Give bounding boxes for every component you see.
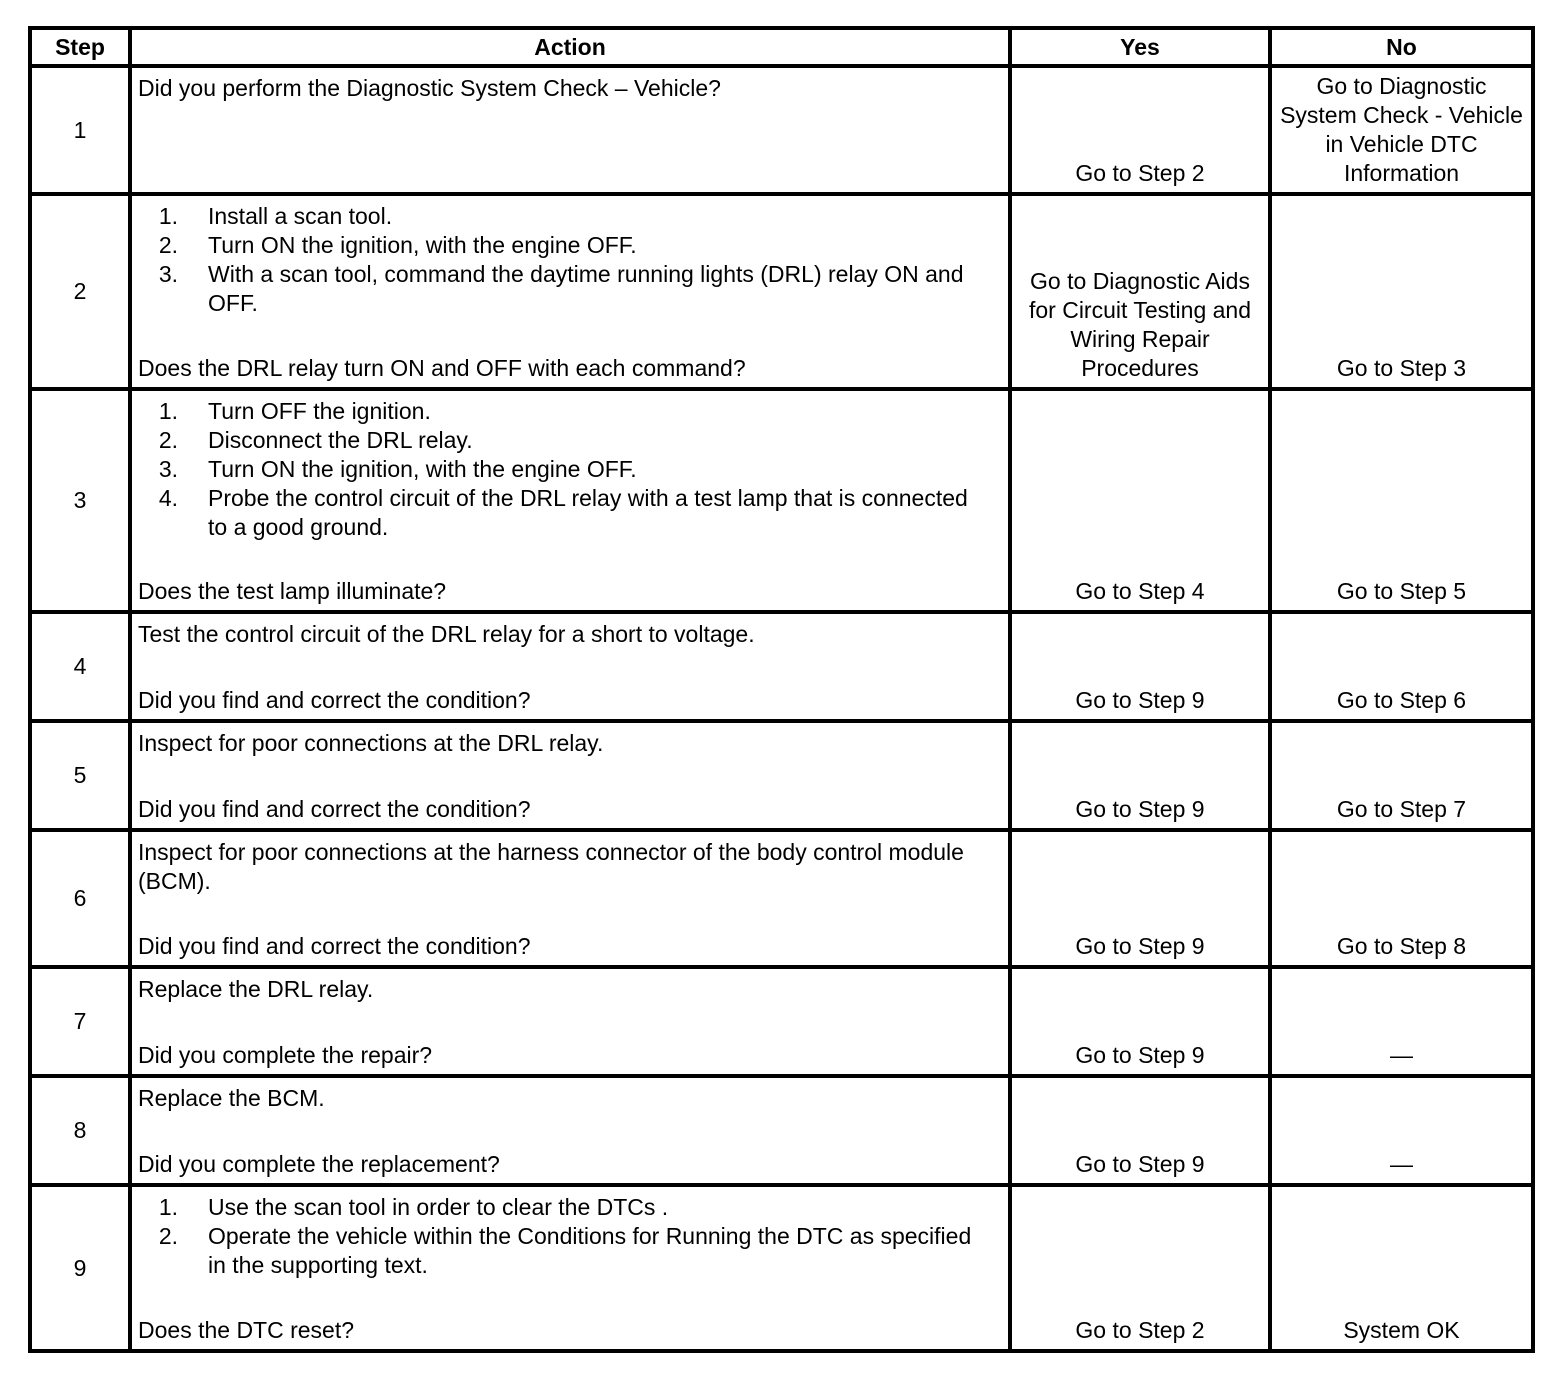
procedure-item-number: 1. <box>158 203 178 229</box>
action-question: Did you complete the replacement? <box>138 1151 500 1177</box>
procedure-item-text: With a scan tool, command the daytime running lights (DRL) relay ON and OFF. <box>208 261 964 316</box>
action-cell <box>130 389 1010 612</box>
action-question: Did you find and correct the condition? <box>138 796 531 822</box>
yes-result: Go to Step 9 <box>1010 1076 1270 1185</box>
action-cell <box>130 967 1010 1076</box>
action-question: Did you find and correct the condition? <box>138 687 531 713</box>
action-question: Does the DRL relay turn ON and OFF with each command? <box>138 355 746 381</box>
procedure-item <box>138 1193 1002 1222</box>
action-text: Inspect for poor connections at the DRL relay. <box>138 730 604 756</box>
yes-result: Go to Step 9 <box>1010 612 1270 721</box>
procedure-item-text: Disconnect the DRL relay. <box>208 427 473 453</box>
step-number: 3 <box>30 389 130 612</box>
step-number: 9 <box>30 1185 130 1351</box>
no-result: Go to Diagnostic System Check - Vehicle in Vehicle DTC Information <box>1270 66 1533 194</box>
action-cell <box>130 612 1010 721</box>
no-result: — <box>1270 1076 1533 1185</box>
procedure-item-text: Use the scan tool in order to clear the DTCs . <box>208 1194 669 1220</box>
no-result: Go to Step 8 <box>1270 830 1533 967</box>
action-text: Replace the DRL relay. <box>138 976 374 1002</box>
action-cell <box>130 66 1010 194</box>
step-number: 5 <box>30 721 130 830</box>
no-result: Go to Step 7 <box>1270 721 1533 830</box>
action-text: Test the control circuit of the DRL relay for a short to voltage. <box>138 621 755 647</box>
procedure-item-number: 2. <box>158 1223 178 1249</box>
table-row <box>30 612 1533 721</box>
no-result: Go to Step 3 <box>1270 194 1533 389</box>
header-step: Step <box>30 28 130 66</box>
header-yes: Yes <box>1010 28 1270 66</box>
procedure-item-number: 3. <box>158 456 178 482</box>
action-cell <box>130 1185 1010 1351</box>
procedure-item <box>138 1222 1002 1280</box>
procedure-item-number: 1. <box>158 398 178 424</box>
header-row <box>30 28 1533 66</box>
header-action: Action <box>130 28 1010 66</box>
procedure-item-number: 2. <box>158 427 178 453</box>
yes-result: Go to Step 4 <box>1010 389 1270 612</box>
action-question: Did you complete the repair? <box>138 1042 433 1068</box>
procedure-item-number: 2. <box>158 232 178 258</box>
diagnostic-table <box>28 26 1535 1353</box>
procedure-list <box>138 202 1002 318</box>
action-text: Replace the BCM. <box>138 1085 325 1111</box>
table-row <box>30 1185 1533 1351</box>
procedure-item <box>138 202 1002 231</box>
step-number: 4 <box>30 612 130 721</box>
step-number: 8 <box>30 1076 130 1185</box>
action-text: Did you perform the Diagnostic System Check – Vehicle? <box>138 75 721 101</box>
procedure-item-text: Operate the vehicle within the Conditions for Running the DTC as specified in the supporting text. <box>208 1223 972 1278</box>
action-text: Inspect for poor connections at the harness connector of the body control module (BCM). <box>138 839 964 894</box>
step-number: 7 <box>30 967 130 1076</box>
no-result: Go to Step 6 <box>1270 612 1533 721</box>
no-result: — <box>1270 967 1533 1076</box>
action-question: Does the test lamp illuminate? <box>138 578 447 604</box>
action-question: Did you find and correct the condition? <box>138 933 531 959</box>
procedure-item-text: Turn ON the ignition, with the engine OFF. <box>208 456 637 482</box>
procedure-list <box>138 1193 1002 1280</box>
action-cell <box>130 1076 1010 1185</box>
yes-result: Go to Step 9 <box>1010 830 1270 967</box>
action-question: Does the DTC reset? <box>138 1317 355 1343</box>
yes-result: Go to Step 2 <box>1010 1185 1270 1351</box>
action-cell <box>130 830 1010 967</box>
procedure-item <box>138 484 1002 542</box>
no-result: System OK <box>1270 1185 1533 1351</box>
procedure-item-number: 3. <box>158 261 178 287</box>
step-number: 1 <box>30 66 130 194</box>
table-row <box>30 389 1533 612</box>
procedure-item <box>138 231 1002 260</box>
yes-result: Go to Step 2 <box>1010 66 1270 194</box>
procedure-item <box>138 426 1002 455</box>
no-result: Go to Step 5 <box>1270 389 1533 612</box>
table-row <box>30 721 1533 830</box>
yes-result: Go to Step 9 <box>1010 967 1270 1076</box>
table-row <box>30 967 1533 1076</box>
table-row <box>30 1076 1533 1185</box>
yes-result: Go to Step 9 <box>1010 721 1270 830</box>
procedure-item <box>138 455 1002 484</box>
table-row <box>30 194 1533 389</box>
procedure-item-number: 4. <box>158 485 178 511</box>
procedure-item <box>138 260 1002 318</box>
procedure-item-text: Turn OFF the ignition. <box>208 398 431 424</box>
action-cell <box>130 721 1010 830</box>
procedure-item <box>138 397 1002 426</box>
action-cell <box>130 194 1010 389</box>
table-row <box>30 830 1533 967</box>
procedure-item-text: Probe the control circuit of the DRL relay with a test lamp that is connected to a good ground. <box>208 485 968 540</box>
table-row <box>30 66 1533 194</box>
procedure-item-number: 1. <box>158 1194 178 1220</box>
procedure-item-text: Turn ON the ignition, with the engine OFF. <box>208 232 637 258</box>
step-number: 2 <box>30 194 130 389</box>
procedure-list <box>138 397 1002 542</box>
header-no: No <box>1270 28 1533 66</box>
yes-result: Go to Diagnostic Aids for Circuit Testing and Wiring Repair Procedures <box>1010 194 1270 389</box>
step-number: 6 <box>30 830 130 967</box>
procedure-item-text: Install a scan tool. <box>208 203 393 229</box>
